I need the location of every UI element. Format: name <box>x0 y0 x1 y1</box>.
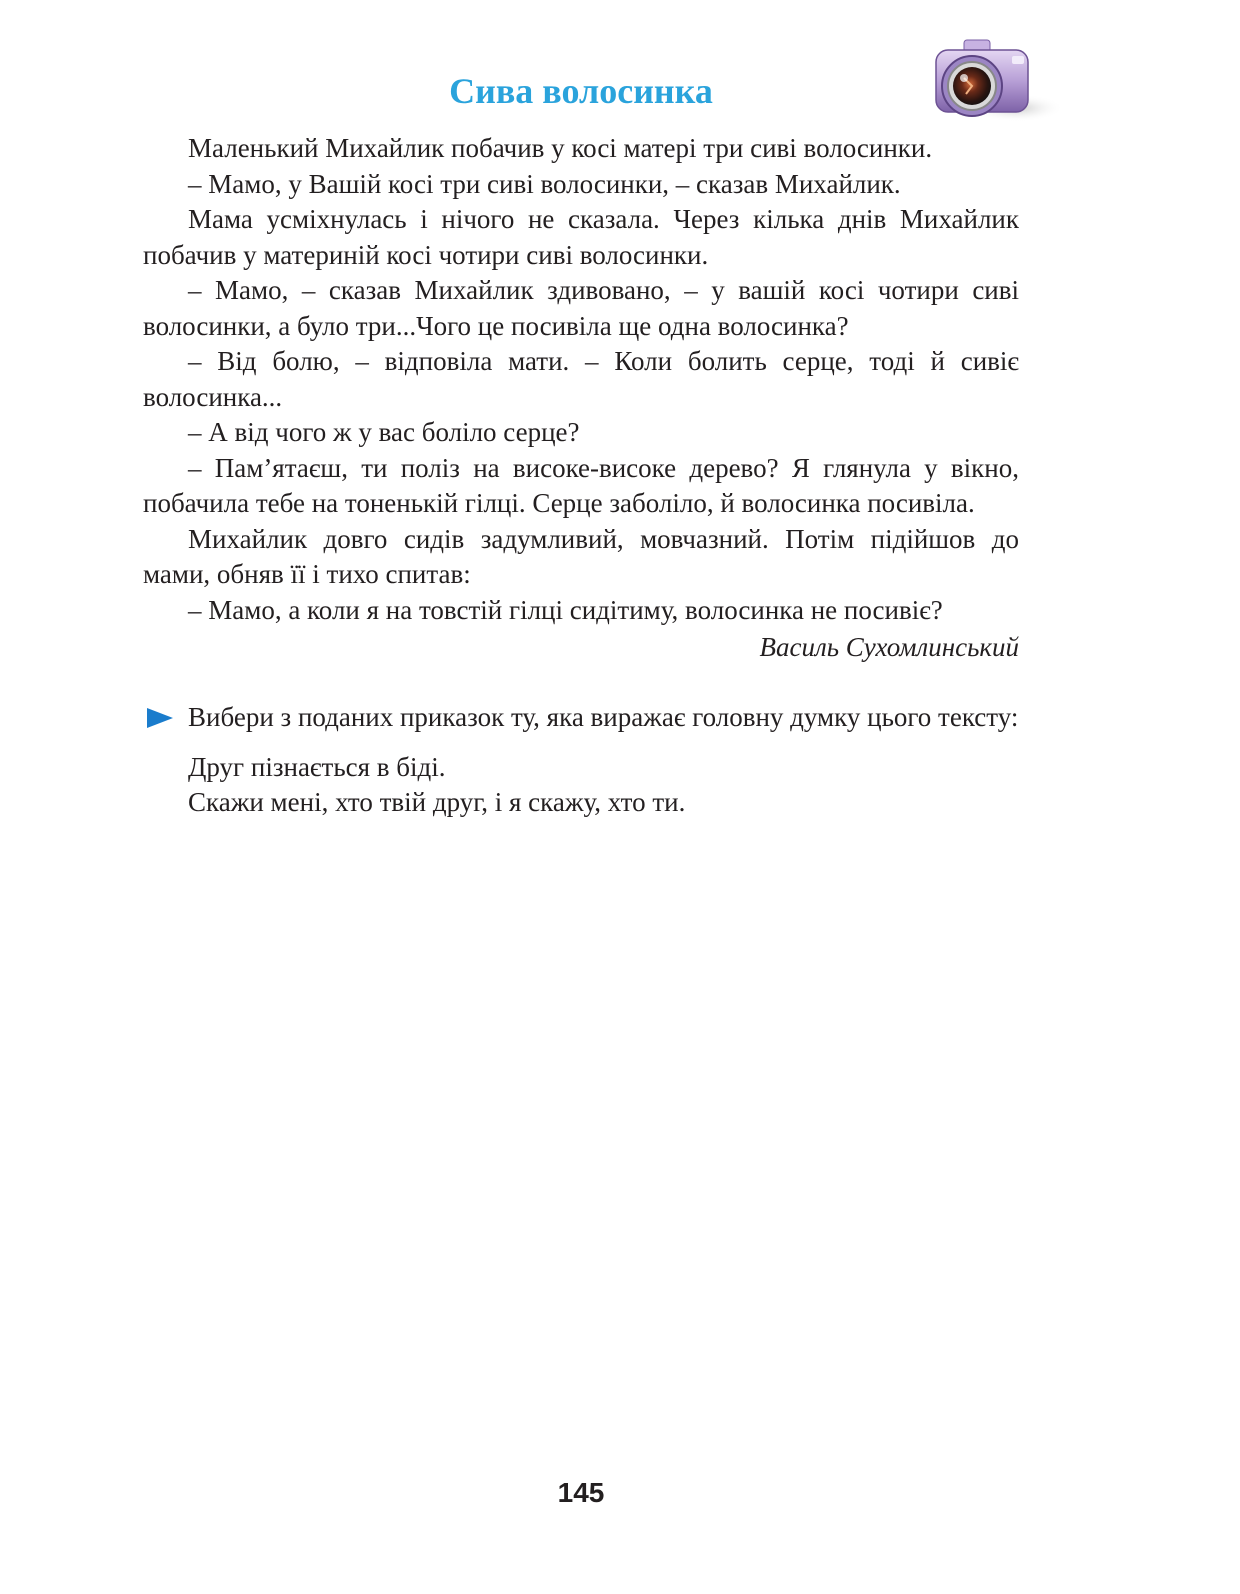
proverb-list <box>188 750 1019 821</box>
story-paragraph: – А від чого ж у вас боліло серце? <box>188 417 580 447</box>
triangle-arrow-icon <box>147 708 173 728</box>
story-paragraph: Михайлик довго сидів задумливий, мовчазний. Потім підійшов до мами, обняв її і тихо спитав: <box>143 523 1019 589</box>
page-number: 145 <box>557 1477 605 1508</box>
task-section <box>143 700 1019 821</box>
story-text <box>143 131 1019 666</box>
story-paragraph: Маленький Михайлик побачив у косі матері три сиві волосинки. <box>188 133 933 163</box>
story-paragraph: – Від болю, – відповіла мати. – Коли болить серце, тоді й сивіє волосинка... <box>143 346 1019 412</box>
story-paragraph: – Мамо, у Вашій косі три сиві волосинки, – сказав Михайлик. <box>188 168 901 199</box>
story-paragraph: – Мамо, а коли я на товстій гілці сидітиму, волосинка не посивіє? <box>188 594 943 625</box>
proverb-item: Скажи мені, хто твій друг, і я скажу, хто ти. <box>188 787 686 817</box>
story-paragraph: Мама усміхнулась і нічого не сказала. Через кілька днів Михайлик побачив у материній косі чотири сиві волосинки. <box>143 204 1019 270</box>
story-paragraph: – Мамо, – сказав Михайлик здивовано, – у вашій косі чотири сиві волосинки, а було три...Чого це посивіла ще одна волосинка? <box>143 275 1019 341</box>
story-author: Василь Сухомлинський <box>759 632 1019 662</box>
page-title: Сива волосинка <box>449 71 713 111</box>
task-instruction: Вибери з поданих приказок ту, яка виражає головну думку цього тексту: <box>188 702 1019 732</box>
proverb-item: Друг пізнається в біді. <box>188 751 446 782</box>
camera-icon <box>928 36 1066 128</box>
story-paragraph: – Пам’ятаєш, ти поліз на високе-високе дерево? Я глянула у вікно, побачила тебе на тоненькій гілці. Серце заболіло, й волосинка посивіла. <box>143 452 1019 518</box>
